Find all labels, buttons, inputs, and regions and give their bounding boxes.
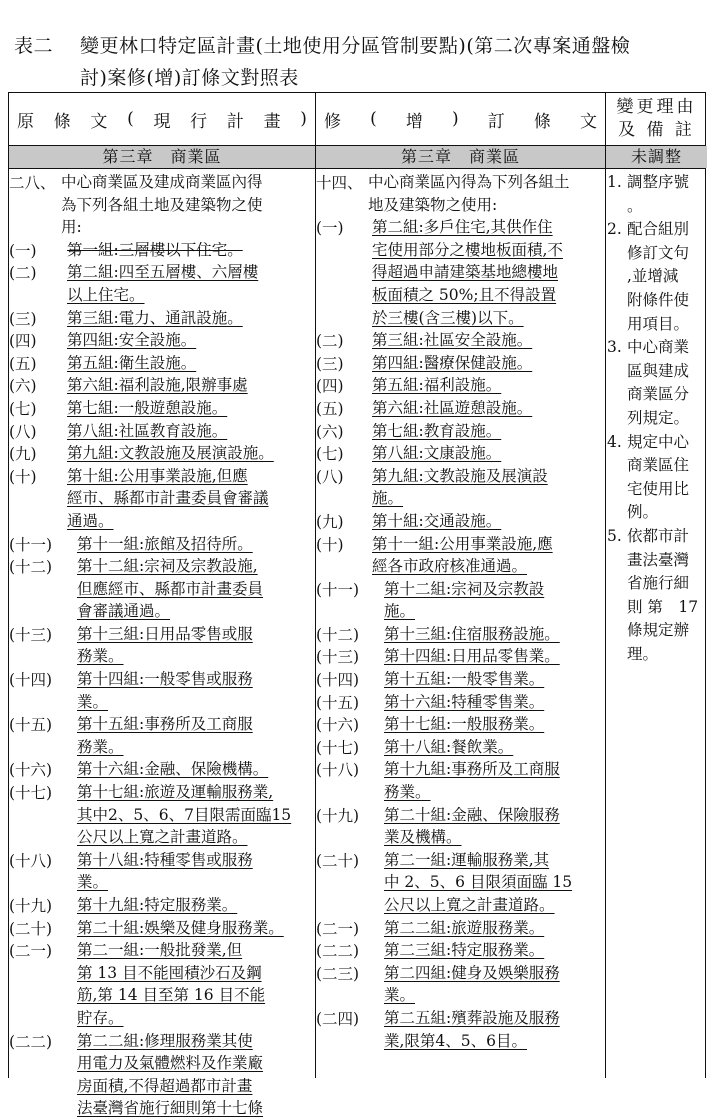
item-text-line: 公尺以上寬之計畫道路。 [77,828,248,847]
list-item [9,374,315,397]
item-number: (一) [316,219,344,238]
item-text-line: 公尺以上寬之計畫道路。 [384,896,555,914]
item-text-line: 第十三組:日用品零售或服 [77,624,253,643]
item-number: (五) [316,399,344,418]
item-text-line: 第十四組:一般零售或服務 [77,670,253,689]
item-text-line: 其中2、5、6、7目限需面臨15 [77,805,292,824]
item-text-line: 第三組:社區安全設施。 [372,331,533,350]
item-text-line: 第二三組:特定服務業。 [384,941,545,960]
list-item [9,465,315,533]
item-number: (十三) [316,648,360,667]
item-number: (八) [316,467,344,486]
item-text-line: 業。 [77,873,109,892]
list-item [9,261,315,306]
list-item [316,1007,605,1052]
list-item [316,758,605,803]
item-number: (二四) [316,1009,360,1028]
item-text-line: 業,限第4、5、6目。 [384,1031,528,1050]
item-text-line: 務業。 [77,737,124,756]
item-text-line: 第十一組:旅館及招待所。 [77,534,253,553]
list-item [316,736,605,759]
item-text-line: 第十三組:住宿服務設施。 [384,624,560,643]
item-number: (七) [316,445,344,464]
item-text-line: 宅使用部分之樓地板面積,不 [372,240,563,259]
item-number: (十七) [316,738,360,757]
reason-text-line: ,並增減 [627,267,679,286]
reason-number: 1. [607,173,622,191]
header-original-char: 原 [17,111,34,132]
item-number: (二十) [316,851,360,870]
list-item [9,397,315,420]
item-text-line: 第一組:三層樓以下住宅。 [67,240,243,259]
reason-text-line: 宅使用比 [627,479,690,498]
item-number: (二一) [316,919,360,938]
item-number: (十一) [316,580,360,599]
reason-text-line: 條規定辦 [627,621,690,640]
list-item [9,849,315,894]
reason-text-line: 例。 [627,503,659,522]
item-number: (十五) [316,693,360,712]
item-number: (十) [316,535,344,554]
item-text-line: 業。 [384,986,416,1005]
reason-number: 2. [607,220,622,239]
item-text-line: 第六組:福利設施,限辦事處 [67,376,248,395]
item-number: (五) [9,354,37,373]
item-text-line: 第四組:安全設施。 [67,331,197,350]
list-item [316,668,605,691]
item-text-line: 第十七組:一般服務業。 [384,715,545,734]
item-number: (九) [316,512,344,531]
list-item [9,555,315,623]
reason-item [607,525,707,667]
item-number: (一) [9,241,37,260]
item-text-line: 第七組:教育設施。 [372,421,502,440]
list-item [316,917,605,940]
list-item [316,510,605,533]
header-original-char: 文 [90,111,108,132]
header-original-char: ( [127,109,134,129]
header-original-char: 行 [190,111,208,132]
reason-text-line: 區與建成 [627,361,690,380]
reason-item [607,171,707,218]
item-text-line: 用: [61,218,82,237]
item-text-line: 第十六組:特種零售業。 [384,692,545,711]
list-item [316,849,605,917]
item-text-line: 第十五組:一般零售業。 [384,670,545,689]
list-item [9,713,315,758]
reason-text-line: 則 第 17 [627,597,699,616]
item-number: (十一) [9,535,53,554]
header-original-char: ) [300,109,307,129]
item-number: (十九) [9,897,53,915]
list-item [316,397,605,420]
item-text-line: 第六組:社區遊憩設施。 [372,398,533,417]
reason-item [607,431,707,525]
item-text-line: 中心商業區及建成商業區內得 [61,173,263,191]
item-number: (二二) [316,942,360,961]
item-text-line: 業及機構。 [384,828,462,847]
item-number: (十二) [316,625,360,644]
chapter-revised: 第三章 商業區 [316,146,605,168]
item-number: (二三) [316,964,360,983]
header-revised-char: 訂 [487,111,505,132]
item-text-line: 第四組:醫療保健設施。 [372,353,533,372]
header-reason-line-1: 變更理由 [616,97,697,117]
item-number: 十四、 [316,174,363,192]
item-text-line: 貯存。 [77,1008,124,1027]
header-original-char: 條 [53,111,71,132]
item-text-line: 中 2、5、6 目限須面臨 15 [384,873,573,892]
list-item [9,758,315,781]
item-text-line: 第八組:文康設施。 [372,444,502,463]
item-text-line: 第九組:文教設施及展演設 [372,466,548,485]
list-item [9,668,315,713]
item-text-line: 第七組:一般遊憩設施。 [67,398,228,417]
item-text-line: 通過。 [67,511,114,530]
reason-item [607,218,707,336]
item-number: (八) [9,422,37,441]
item-text-line: 第五組:衛生設施。 [67,353,197,372]
list-item [316,623,605,646]
item-text-line: 第二二組:旅遊服務業。 [384,918,545,937]
item-number: (十七) [9,784,53,803]
item-number: (三) [316,354,344,373]
list-item [9,781,315,849]
item-number: (十五) [9,716,53,735]
item-text-line: 第十八組:特種零售或服務 [77,850,253,869]
list-item [316,533,605,578]
list-item [316,645,605,668]
reason-text-line: 省施行細 [627,574,690,593]
item-number: (十八) [9,851,53,870]
item-text-line: 第二十組:金融、保險服務 [384,805,560,824]
reason-text-line: 修訂文句 [627,243,690,262]
chapter-original: 第三章 商業區 [9,146,315,168]
list-item [316,962,605,1007]
item-text-line: 第九組:文教設施及展演設施。 [67,444,274,463]
item-text-line: 第二組:多戶住宅,其供作住 [372,218,553,237]
list-item [316,420,605,443]
item-text-line: 第二十組:娛樂及健身服務業。 [77,918,284,937]
item-number: (四) [316,377,344,396]
item-text-line: 第二一組:運輸服務業,其 [384,850,550,869]
item-text-line: 以上住宅。 [67,285,145,304]
item-number: (六) [9,377,37,396]
item-text-line: 第十五組:事務所及工商服 [77,715,253,734]
item-number: (二二) [9,1032,53,1051]
header-revised-char: 文 [579,111,597,132]
reason-text-line: 調整序號 [627,173,690,191]
reason-item [607,336,707,430]
list-item [316,329,605,352]
item-text-line: 得超過申請建築基地總樓地 [372,263,559,282]
item-number: (二) [9,264,37,283]
item-number: (十六) [9,761,53,780]
reason-number: 4. [607,432,622,451]
header-revised-char: 增 [405,111,423,132]
item-text-line: 第十二組:宗祠及宗教設 [384,579,545,598]
original-article-column [9,171,315,1120]
reason-text-line: 規定中心 [627,432,690,451]
revised-article-column [316,171,605,1052]
item-text-line: 於三樓(含三樓)以下。 [372,308,524,327]
reason-text-line: 中心商業 [627,338,690,357]
item-number: (十三) [9,625,53,644]
list-item [9,623,315,668]
list-item [9,442,315,465]
header-original-char: 畫 [263,111,281,132]
item-number: (九) [9,445,37,464]
title-line-2: 討)案修(增)訂條文對照表 [80,67,299,89]
reason-number: 3. [607,338,622,357]
header-revised-text [316,93,605,145]
list-item [316,691,605,714]
reason-text-line: 畫法臺灣 [627,550,690,569]
item-number: (十) [9,467,37,486]
list-item [9,352,315,375]
item-text-line: 中心商業區內得為下列各組土 [368,173,570,191]
item-text-line: 第二四組:健身及娛樂服務 [384,963,560,982]
list-item [316,216,605,329]
reason-text-line: 理。 [627,644,659,663]
reason-text-line: 商業區住 [627,456,690,475]
header-revised-char: 修 [324,111,341,132]
list-item [9,939,315,1029]
item-number: (十四) [316,671,360,690]
item-number: (二) [316,332,344,351]
reason-text-line: 依都市計 [627,526,690,545]
list-item [9,171,315,239]
item-text-line: 第八組:社區教育設施。 [67,421,228,440]
comparison-table [8,92,706,1118]
item-text-line: 第十組:公用事業設施,但應 [67,466,248,485]
header-reason-line-2: 及 備 註 [618,120,695,140]
item-number: (四) [9,332,37,351]
item-text-line: 筋,第 14 目至第 16 目不能 [77,986,266,1005]
item-number: (十二) [9,558,53,577]
item-text-line: 第十八組:餐飲業。 [384,737,514,756]
item-text-line: 但應經市、縣都市計畫委員 [77,579,264,598]
item-text-line: 用電力及氣體燃料及作業廠 [77,1054,264,1073]
item-text-line: 第二二組:修理服務業其使 [77,1031,253,1050]
item-text-line: 施。 [384,602,416,621]
list-item [316,578,605,623]
item-number: 二八、 [9,174,56,192]
reason-text-line: 用項目。 [627,314,690,333]
item-number: (十四) [9,671,53,690]
item-text-line: 第十四組:日用品零售業。 [384,647,560,666]
header-original-text [9,93,315,145]
item-text-line: 地及建築物之使用: [368,195,498,214]
list-item [9,307,315,330]
item-text-line: 第十九組:事務所及工商服 [384,760,560,779]
item-text-line: 會審議通過。 [77,602,171,621]
item-number: (七) [9,399,37,418]
item-text-line: 務業。 [77,647,124,666]
item-text-line: 為下列各組土地及建築物之使 [61,195,263,214]
item-text-line: 業。 [77,692,109,711]
header-revised-char: 條 [533,111,551,132]
reason-text-line: 。 [627,196,643,215]
item-number: (六) [316,422,344,441]
item-text-line: 第十組:交通設施。 [372,511,502,530]
item-text-line: 法臺灣省施行細則第十七條 [77,1099,264,1118]
chapter-reason: 未調整 [606,146,707,168]
title-line-1: 變更林口特定區計畫(土地使用分區管制要點)(第二次專案通盤檢 [80,35,631,57]
item-text-line: 第十七組:旅遊及運輸服務業, [77,783,274,802]
reason-column [607,171,707,666]
list-item [316,939,605,962]
item-text-line: 第二五組:殯葬設施及服務 [384,1008,560,1027]
reason-text-line: 商業區分 [627,385,690,404]
item-text-line: 經各市政府核准通過。 [372,557,528,576]
item-text-line: 第 13 目不能囤積沙石及鋼 [77,963,262,982]
list-item [316,465,605,510]
list-item [9,420,315,443]
reason-number: 5. [607,526,622,545]
list-item [9,329,315,352]
list-item [9,1030,315,1120]
item-number: (二十) [9,919,53,938]
item-number: (二一) [9,942,53,961]
table-label: 表二 [14,35,54,57]
item-text-line: 第十九組:特定服務業。 [77,896,238,914]
list-item [316,442,605,465]
list-item [9,917,315,940]
item-number: (三) [9,309,37,328]
list-item [9,239,315,262]
reason-text-line: 配合組別 [627,220,690,239]
item-text-line: 第五組:福利設施。 [372,376,502,395]
item-number: (十九) [316,806,360,825]
item-text-line: 施。 [372,489,404,508]
item-text-line: 房面積,不得超過都市計畫 [77,1076,253,1095]
list-item [316,352,605,375]
header-revised-char: ( [370,109,377,129]
list-item [316,171,605,216]
item-text-line: 第二組:四至五層樓、六層樓 [67,263,259,282]
list-item [316,713,605,736]
item-text-line: 板面積之 50%;且不得設置 [372,285,557,304]
list-item [316,804,605,849]
header-original-char: 計 [226,111,244,132]
list-item [9,533,315,556]
item-number: (十六) [316,716,360,735]
list-item [9,894,315,917]
reason-text-line: 列規定。 [627,408,690,427]
item-text-line: 第二一組:一般批發業,但 [77,941,243,960]
header-reason [606,93,707,145]
item-number: (十八) [316,761,360,780]
list-item [316,374,605,397]
header-original-char: 現 [153,111,171,132]
item-text-line: 經市、縣都市計畫委員會審議 [67,489,269,508]
reason-text-line: 附條件使 [627,290,690,309]
page-title [14,30,714,94]
item-text-line: 務業。 [384,783,431,802]
item-text-line: 第三組:電力、通訊設施。 [67,308,243,327]
header-revised-char: ) [451,109,459,129]
item-text-line: 第十六組:金融、保險機構。 [77,760,269,779]
item-text-line: 第十二組:宗祠及宗教設施, [77,557,258,576]
item-text-line: 第十一組:公用事業設施,應 [372,534,553,553]
